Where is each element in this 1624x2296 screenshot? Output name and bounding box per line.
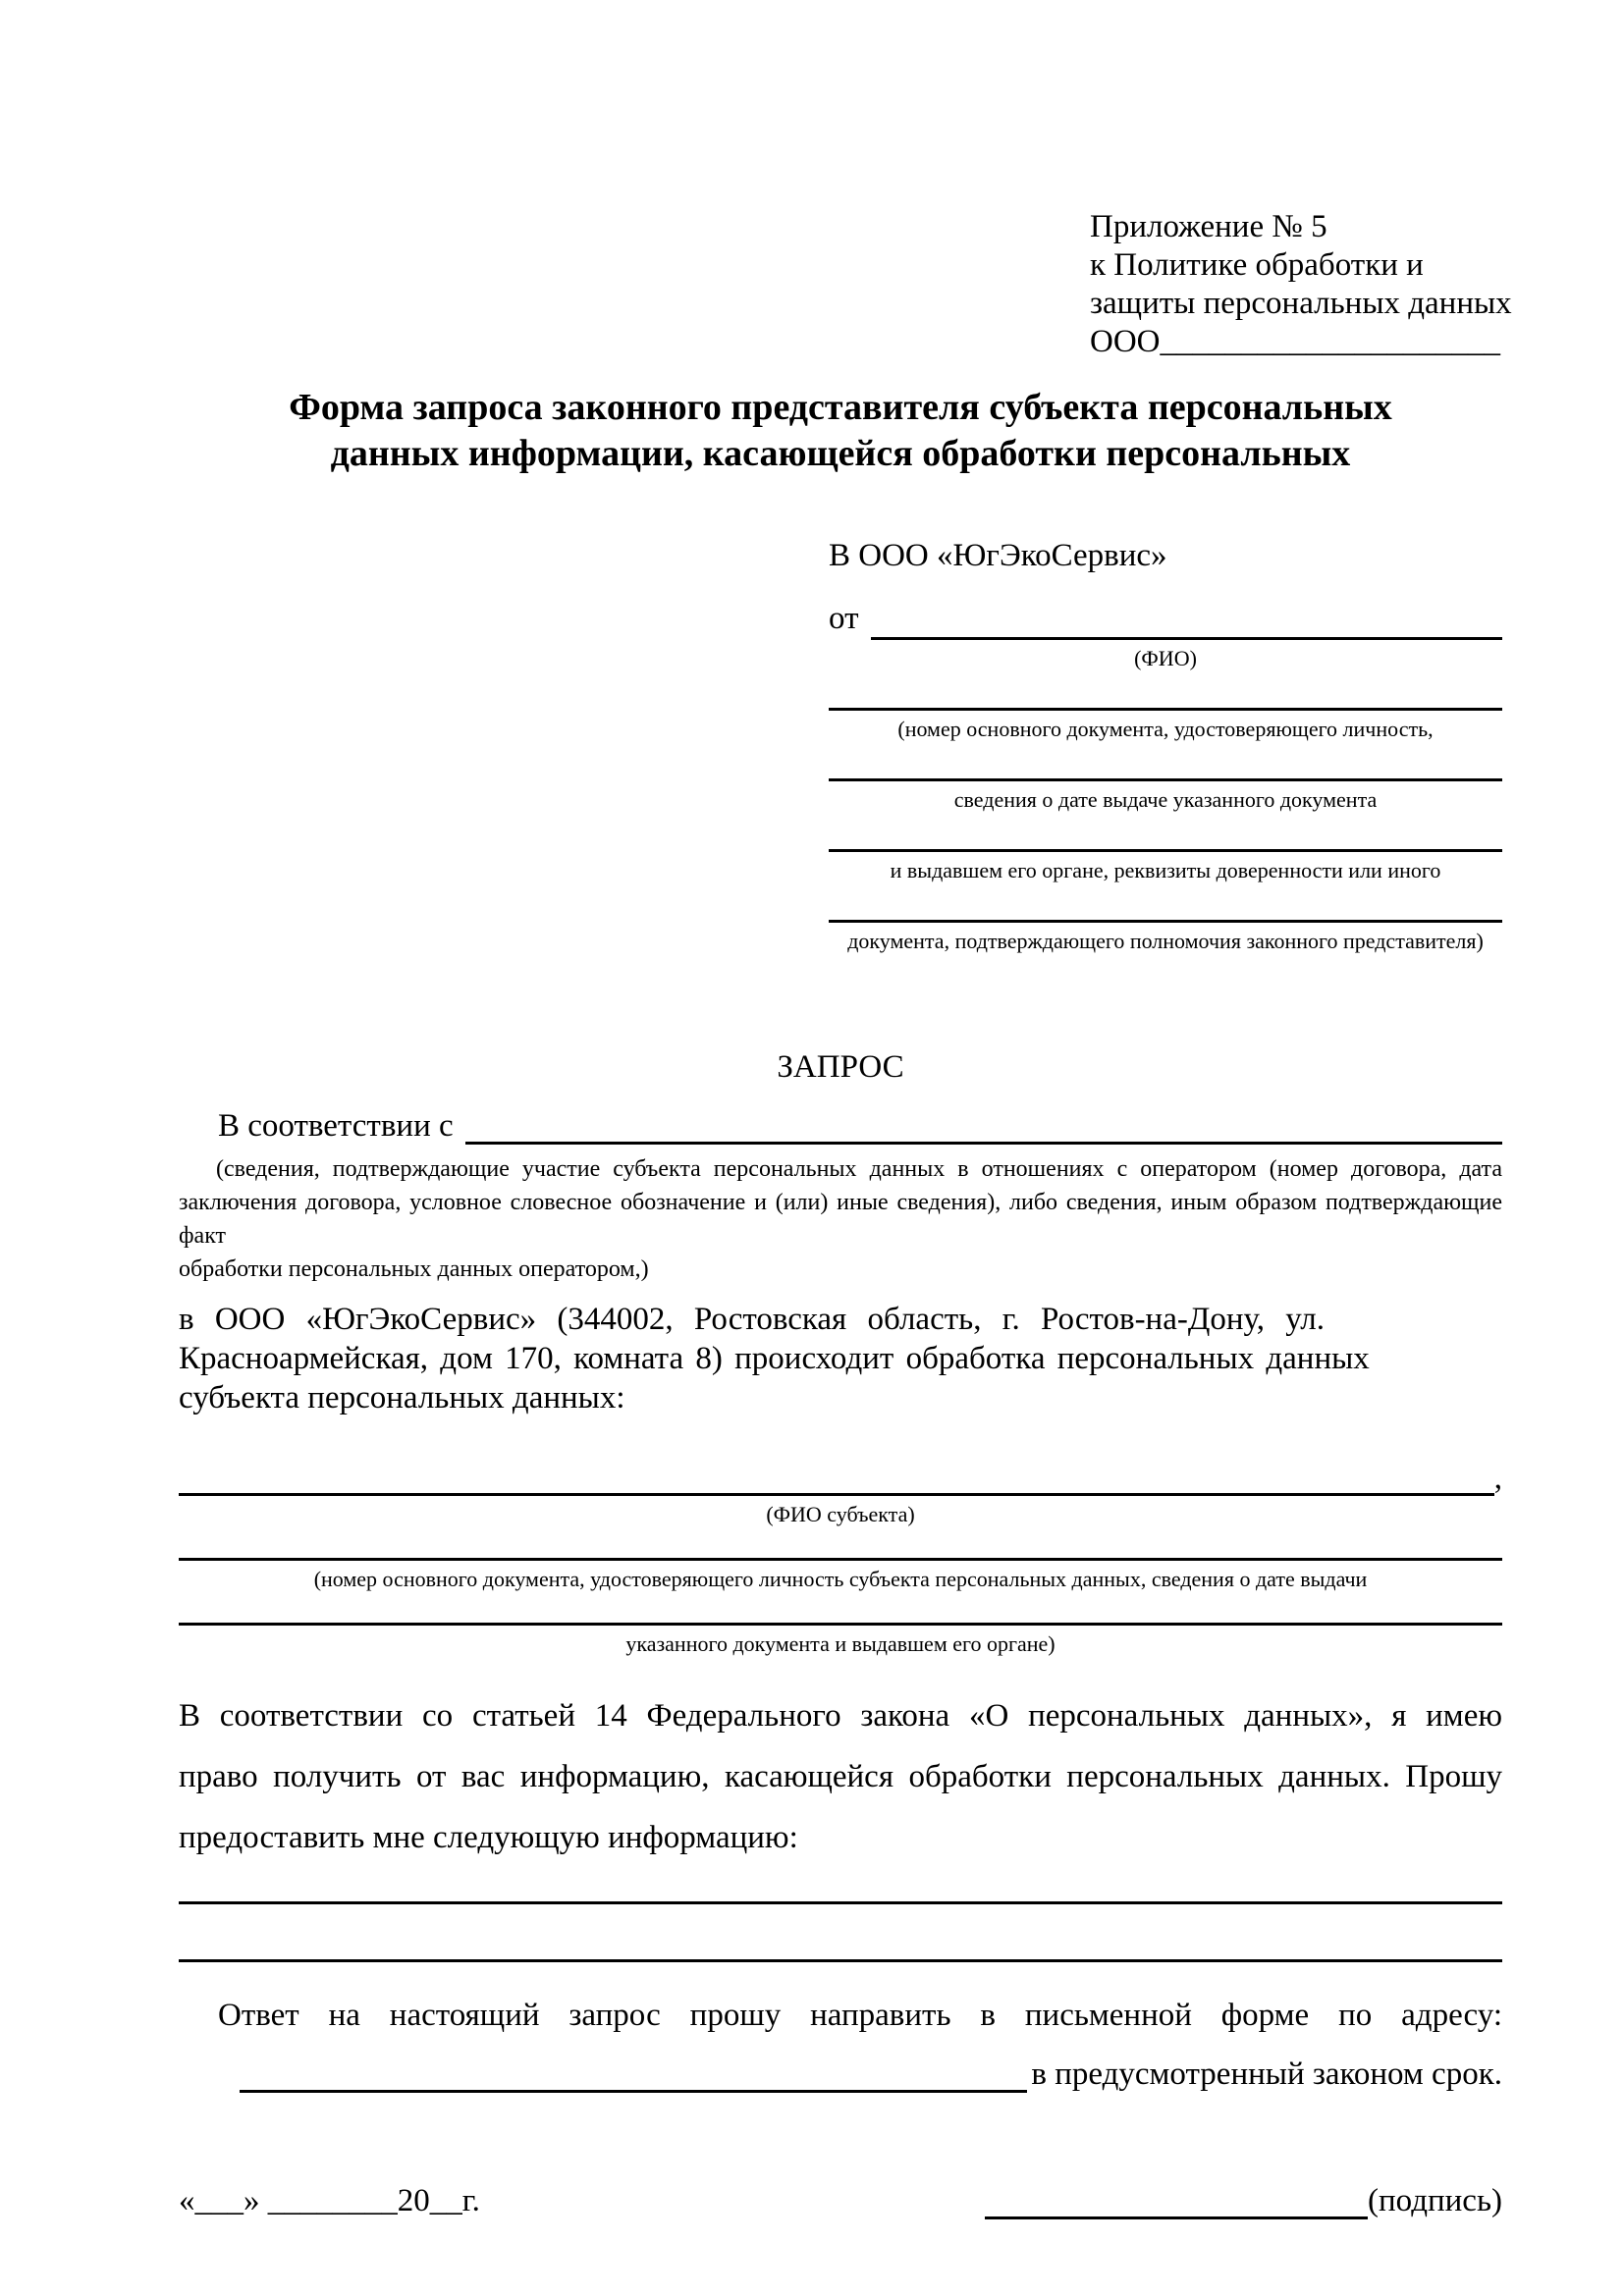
fine-print-line: (сведения, подтверждающие участие субъекта персональных данных в отношениях с оператором (номер договора, дата [216, 1156, 1502, 1182]
operator-paragraph [179, 1300, 1502, 1417]
blank-line-subject-document [179, 1558, 1502, 1561]
caption-issuer: и выдавшем его органе, реквизиты доверенности или иного [890, 858, 1441, 882]
appendix-line: к Политике обработки и [1090, 247, 1424, 283]
operator-line: субъекта персональных данных: [179, 1380, 625, 1415]
blank-line-fio [871, 637, 1503, 640]
answer-paragraph: Ответ на настоящий запрос прошу направить в письменной форме по адресу: [218, 1998, 1502, 2033]
subject-fio-row [179, 1461, 1502, 1496]
intro-label: В соответствии с [218, 1108, 454, 1144]
blank-line-signature [985, 2216, 1368, 2219]
appendix-header [1090, 208, 1512, 361]
fine-print-line: обработки персональных данных оператором,) [179, 1256, 649, 1282]
blank-line-issuer [829, 849, 1502, 852]
intro-row [179, 1108, 1502, 1145]
blank-line-document [829, 708, 1502, 711]
caption-subject-document: (номер основного документа, удостоверяющего личность субъекта персональных данных, сведения о дате выдачи [313, 1567, 1368, 1591]
signature-group [985, 2183, 1502, 2219]
signature-caption: (подпись) [1368, 2183, 1502, 2218]
footer-row [179, 2183, 1502, 2219]
caption-fio: (ФИО) [1134, 646, 1197, 670]
blank-line-authority [829, 920, 1502, 923]
answer-address-row [179, 2056, 1502, 2093]
document-title [179, 385, 1502, 477]
fine-print [179, 1152, 1502, 1286]
request-heading: ЗАПРОС [777, 1049, 904, 1085]
caption-subject-fio: (ФИО субъекта) [766, 1502, 915, 1526]
caption-document: (номер основного документа, удостоверяющего личность, [897, 717, 1434, 741]
appendix-line: Приложение № 5 [1090, 209, 1327, 244]
blank-line-relation [465, 1142, 1502, 1145]
blank-line-info-2 [179, 1959, 1502, 1962]
caption-issue-date: сведения о дате выдаче указанного документа [953, 787, 1378, 812]
blank-line-subject-fio [179, 1493, 1494, 1496]
appendix-line: защиты персональных данных [1090, 286, 1512, 321]
caption-authority: документа, подтверждающего полномочия законного представителя) [847, 929, 1484, 953]
fine-print-line: заключения договора, условное словесное обозначение и (или) иные сведения), либо сведения, иным образом подтверждающие факт [179, 1190, 1502, 1249]
date-blank: «___» ________20__г. [179, 2183, 480, 2218]
subject-comma: , [1493, 1461, 1502, 1496]
blank-line-subject-issuer [179, 1623, 1502, 1626]
company-blank-line: ООО_____________________ [1090, 324, 1500, 359]
blank-line-issue-date [829, 778, 1502, 781]
law-line: предоставить мне следующую информацию: [179, 1820, 798, 1855]
from-row [829, 597, 1502, 640]
law-line: В соответствии со статьей 14 Федерального закона «О персональных данных», я имею [179, 1698, 1502, 1734]
blank-line-info-1 [179, 1901, 1502, 1904]
from-label: от [829, 601, 859, 636]
law-paragraph [179, 1685, 1502, 1868]
addressee-to: В ООО «ЮгЭкоСервис» [829, 538, 1167, 573]
caption-subject-issuer: указанного документа и выдавшем его органе) [625, 1631, 1056, 1656]
blank-line-address [240, 2090, 1027, 2093]
answer-suffix: в предусмотренный законом срок. [1031, 2056, 1502, 2092]
title-line-1: Форма запроса законного представителя субъекта персональных [289, 387, 1392, 428]
title-line-2: данных информации, касающейся обработки персональных [330, 433, 1351, 474]
addressee-block [829, 534, 1502, 955]
law-line: право получить от вас информацию, касающейся обработки персональных данных. Прошу [179, 1759, 1502, 1794]
operator-line: Красноармейская, дом 170, комната 8) происходит обработка персональных данных [179, 1341, 1370, 1376]
operator-line: в ООО «ЮгЭкоСервис» (344002, Ростовская область, г. Ростов-на-Дону, ул. [179, 1302, 1325, 1337]
